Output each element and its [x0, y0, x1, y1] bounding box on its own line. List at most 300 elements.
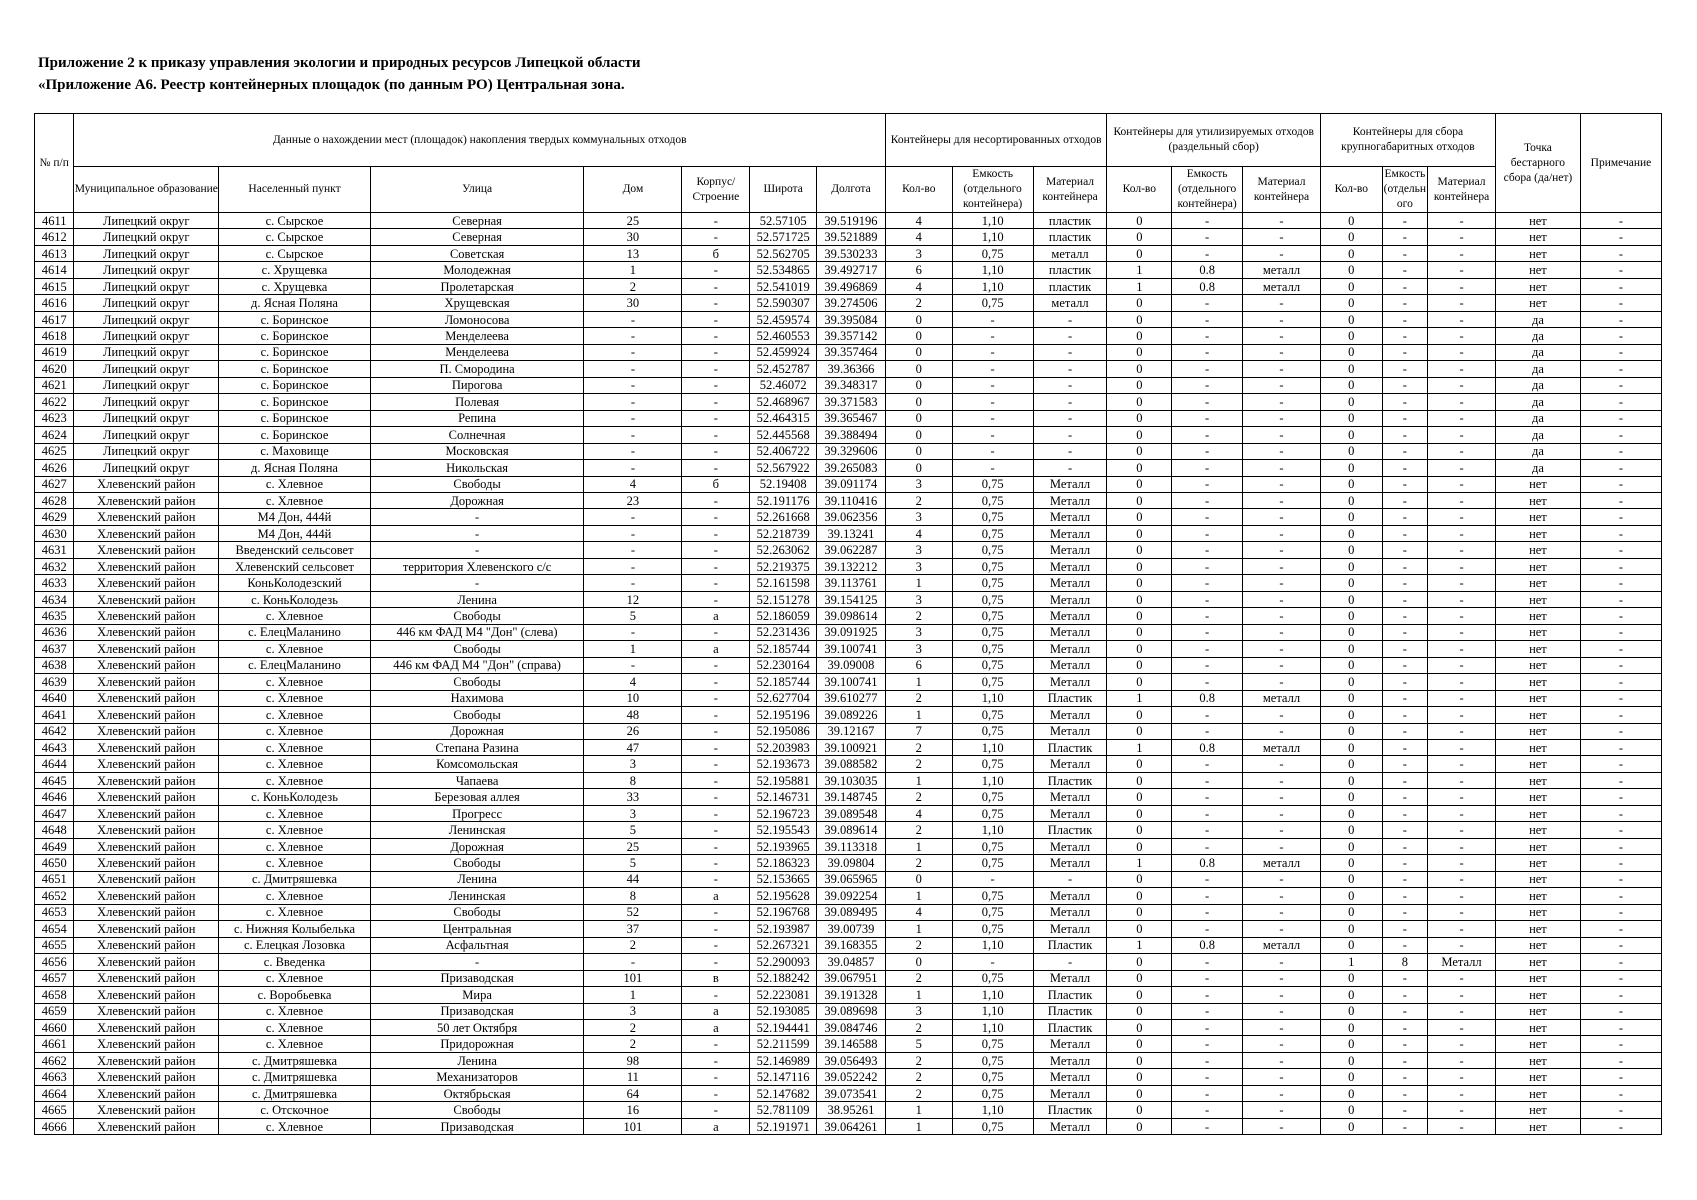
cell-settlement: М4 Дон, 444й [219, 525, 371, 541]
cell-bulky-count: 0 [1320, 229, 1382, 245]
cell-longitude: 39.00739 [817, 921, 886, 937]
cell-separate-capacity: - [1172, 377, 1243, 393]
cell-latitude: 52.195543 [750, 822, 817, 838]
cell-unsorted-capacity: 0,75 [952, 1069, 1033, 1085]
cell-bulky-capacity: - [1382, 772, 1428, 788]
cell-bulky-capacity: - [1382, 641, 1428, 657]
table-row [35, 789, 1662, 805]
cell-municipality: Хлевенский район [74, 674, 219, 690]
cell-separate-count: 0 [1107, 361, 1172, 377]
cell-separate-capacity: - [1172, 558, 1243, 574]
cell-separate-material: металл [1243, 740, 1321, 756]
cell-separate-count: 0 [1107, 789, 1172, 805]
table-row [35, 558, 1662, 574]
cell-bulky-material: - [1428, 740, 1496, 756]
cell-number: 4655 [35, 937, 74, 953]
cell-number: 4622 [35, 394, 74, 410]
cell-unsorted-capacity: 0,75 [952, 1052, 1033, 1068]
cell-settlement: с. Боринское [219, 410, 371, 426]
cell-unsorted-capacity: - [952, 410, 1033, 426]
cell-house: 30 [584, 229, 682, 245]
cell-separate-material: - [1243, 460, 1321, 476]
cell-number: 4652 [35, 888, 74, 904]
cell-bagless: нет [1495, 229, 1580, 245]
cell-number: 4648 [35, 822, 74, 838]
cell-building: - [682, 328, 750, 344]
cell-longitude: 39.365467 [817, 410, 886, 426]
cell-note: - [1580, 295, 1661, 311]
cell-separate-count: 0 [1107, 229, 1172, 245]
cell-separate-material: - [1243, 213, 1321, 229]
table-row [35, 1069, 1662, 1085]
cell-bagless: нет [1495, 987, 1580, 1003]
cell-street: - [370, 954, 583, 970]
cell-bulky-capacity: - [1382, 805, 1428, 821]
cell-bulky-count: 0 [1320, 460, 1382, 476]
cell-separate-material: - [1243, 608, 1321, 624]
cell-bagless: нет [1495, 262, 1580, 278]
cell-unsorted-capacity: 1,10 [952, 1019, 1033, 1035]
col-header-bulky-count: Кол-во [1320, 167, 1382, 213]
cell-settlement: с. Хрущевка [219, 278, 371, 294]
cell-unsorted-material: Металл [1033, 1118, 1107, 1134]
cell-bulky-material: - [1428, 1036, 1496, 1052]
cell-settlement: с. Дмитряшевка [219, 1052, 371, 1068]
cell-separate-count: 0 [1107, 871, 1172, 887]
cell-unsorted-material: Металл [1033, 789, 1107, 805]
cell-separate-count: 0 [1107, 921, 1172, 937]
cell-unsorted-material: Пластик [1033, 987, 1107, 1003]
cell-note: - [1580, 509, 1661, 525]
cell-house: 64 [584, 1085, 682, 1101]
cell-separate-count: 0 [1107, 1036, 1172, 1052]
cell-unsorted-material: пластик [1033, 278, 1107, 294]
cell-bulky-capacity: - [1382, 311, 1428, 327]
cell-number: 4639 [35, 674, 74, 690]
cell-separate-count: 0 [1107, 509, 1172, 525]
table-row [35, 213, 1662, 229]
cell-note: - [1580, 756, 1661, 772]
cell-number: 4664 [35, 1085, 74, 1101]
cell-bulky-count: 0 [1320, 295, 1382, 311]
cell-separate-count: 0 [1107, 641, 1172, 657]
cell-settlement: с. Сырское [219, 245, 371, 261]
cell-building: - [682, 1085, 750, 1101]
cell-bulky-count: 0 [1320, 657, 1382, 673]
cell-separate-capacity: - [1172, 229, 1243, 245]
cell-bulky-capacity: - [1382, 987, 1428, 1003]
cell-number: 4628 [35, 492, 74, 508]
cell-latitude: 52.562705 [750, 245, 817, 261]
cell-bulky-material: - [1428, 921, 1496, 937]
cell-bulky-capacity: - [1382, 558, 1428, 574]
table-row [35, 740, 1662, 756]
cell-number: 4620 [35, 361, 74, 377]
cell-separate-capacity: - [1172, 1036, 1243, 1052]
cell-latitude: 52.193987 [750, 921, 817, 937]
cell-separate-count: 0 [1107, 575, 1172, 591]
cell-longitude: 39.065965 [817, 871, 886, 887]
cell-bulky-material: - [1428, 558, 1496, 574]
cell-settlement: с. Хлевное [219, 492, 371, 508]
cell-bulky-material: - [1428, 460, 1496, 476]
cell-building: - [682, 262, 750, 278]
cell-bulky-count: 0 [1320, 427, 1382, 443]
cell-separate-count: 0 [1107, 608, 1172, 624]
cell-building: - [682, 525, 750, 541]
cell-separate-material: - [1243, 921, 1321, 937]
cell-house: - [584, 542, 682, 558]
cell-separate-capacity: - [1172, 1019, 1243, 1035]
cell-latitude: 52.567922 [750, 460, 817, 476]
cell-latitude: 52.185744 [750, 674, 817, 690]
table-row [35, 904, 1662, 920]
cell-separate-capacity: - [1172, 1069, 1243, 1085]
cell-building: - [682, 707, 750, 723]
cell-bagless: нет [1495, 641, 1580, 657]
cell-separate-material: - [1243, 591, 1321, 607]
cell-number: 4636 [35, 624, 74, 640]
cell-unsorted-capacity: 1,10 [952, 987, 1033, 1003]
cell-bulky-capacity: - [1382, 1102, 1428, 1118]
cell-building: - [682, 575, 750, 591]
cell-note: - [1580, 410, 1661, 426]
col-header-building: Корпус/ Строение [682, 167, 750, 213]
cell-separate-material: - [1243, 394, 1321, 410]
cell-unsorted-capacity: 1,10 [952, 278, 1033, 294]
table-row [35, 1052, 1662, 1068]
cell-longitude: 39.13241 [817, 525, 886, 541]
cell-unsorted-material: Пластик [1033, 1019, 1107, 1035]
cell-municipality: Хлевенский район [74, 591, 219, 607]
cell-municipality: Хлевенский район [74, 1003, 219, 1019]
cell-separate-count: 0 [1107, 492, 1172, 508]
cell-latitude: 52.19408 [750, 476, 817, 492]
cell-building: - [682, 311, 750, 327]
cell-note: - [1580, 591, 1661, 607]
cell-house: - [584, 328, 682, 344]
cell-unsorted-material: Пластик [1033, 690, 1107, 706]
cell-separate-capacity: 0.8 [1172, 740, 1243, 756]
cell-bulky-count: 0 [1320, 328, 1382, 344]
cell-separate-material: - [1243, 328, 1321, 344]
cell-unsorted-capacity: 1,10 [952, 772, 1033, 788]
cell-bulky-material: - [1428, 344, 1496, 360]
cell-unsorted-material: Металл [1033, 657, 1107, 673]
cell-house: 5 [584, 608, 682, 624]
cell-separate-capacity: - [1172, 1052, 1243, 1068]
cell-number: 4634 [35, 591, 74, 607]
cell-bagless: нет [1495, 1003, 1580, 1019]
table-body [35, 213, 1662, 1135]
cell-separate-material: - [1243, 657, 1321, 673]
cell-latitude: 52.147116 [750, 1069, 817, 1085]
cell-separate-material: - [1243, 361, 1321, 377]
col-header-separate-count: Кол-во [1107, 167, 1172, 213]
cell-building: - [682, 427, 750, 443]
cell-bulky-count: 0 [1320, 558, 1382, 574]
table-row [35, 624, 1662, 640]
cell-settlement: Хлевенский сельсовет [219, 558, 371, 574]
cell-bulky-material: - [1428, 229, 1496, 245]
cell-municipality: Хлевенский район [74, 509, 219, 525]
cell-note: - [1580, 1085, 1661, 1101]
cell-building: - [682, 822, 750, 838]
cell-building: - [682, 838, 750, 854]
cell-bulky-count: 0 [1320, 855, 1382, 871]
cell-number: 4654 [35, 921, 74, 937]
cell-house: 5 [584, 855, 682, 871]
cell-latitude: 52.218739 [750, 525, 817, 541]
cell-street: Призаводская [370, 1003, 583, 1019]
cell-separate-material: - [1243, 641, 1321, 657]
cell-bulky-capacity: - [1382, 1003, 1428, 1019]
cell-unsorted-material: Металл [1033, 558, 1107, 574]
cell-longitude: 39.12167 [817, 723, 886, 739]
cell-municipality: Хлевенский район [74, 1052, 219, 1068]
cell-unsorted-material: - [1033, 361, 1107, 377]
cell-unsorted-material: Металл [1033, 674, 1107, 690]
cell-municipality: Хлевенский район [74, 987, 219, 1003]
cell-separate-count: 0 [1107, 954, 1172, 970]
cell-bulky-material: - [1428, 245, 1496, 261]
cell-bulky-count: 0 [1320, 1052, 1382, 1068]
cell-separate-capacity: - [1172, 805, 1243, 821]
cell-unsorted-count: 0 [885, 361, 952, 377]
cell-building: - [682, 954, 750, 970]
cell-latitude: 52.195628 [750, 888, 817, 904]
cell-bulky-capacity: - [1382, 871, 1428, 887]
cell-longitude: 39.092254 [817, 888, 886, 904]
cell-longitude: 39.052242 [817, 1069, 886, 1085]
cell-separate-material: - [1243, 525, 1321, 541]
cell-unsorted-count: 2 [885, 690, 952, 706]
cell-bulky-material: - [1428, 361, 1496, 377]
cell-number: 4635 [35, 608, 74, 624]
cell-unsorted-count: 2 [885, 1019, 952, 1035]
cell-unsorted-count: 2 [885, 822, 952, 838]
cell-unsorted-capacity: 0,75 [952, 707, 1033, 723]
cell-separate-count: 1 [1107, 740, 1172, 756]
cell-settlement: с. КоньКолодезь [219, 789, 371, 805]
cell-separate-capacity: - [1172, 410, 1243, 426]
cell-house: - [584, 558, 682, 574]
cell-bulky-material: - [1428, 410, 1496, 426]
cell-separate-count: 0 [1107, 476, 1172, 492]
cell-latitude: 52.195196 [750, 707, 817, 723]
cell-longitude: 39.496869 [817, 278, 886, 294]
cell-number: 4665 [35, 1102, 74, 1118]
col-header-longitude: Долгота [817, 167, 886, 213]
cell-bulky-material: - [1428, 278, 1496, 294]
cell-house: - [584, 509, 682, 525]
cell-bagless: нет [1495, 213, 1580, 229]
cell-building: - [682, 229, 750, 245]
cell-unsorted-count: 3 [885, 624, 952, 640]
cell-latitude: 52.468967 [750, 394, 817, 410]
cell-latitude: 52.196768 [750, 904, 817, 920]
cell-bagless: нет [1495, 855, 1580, 871]
cell-bagless: да [1495, 394, 1580, 410]
cell-municipality: Хлевенский район [74, 888, 219, 904]
cell-number: 4632 [35, 558, 74, 574]
cell-settlement: Введенский сельсовет [219, 542, 371, 558]
cell-municipality: Липецкий округ [74, 245, 219, 261]
cell-longitude: 39.073541 [817, 1085, 886, 1101]
cell-bulky-count: 0 [1320, 674, 1382, 690]
cell-separate-material: - [1243, 295, 1321, 311]
cell-street: Солнечная [370, 427, 583, 443]
table-row [35, 674, 1662, 690]
cell-street: - [370, 525, 583, 541]
cell-separate-capacity: - [1172, 394, 1243, 410]
cell-settlement: с. Боринское [219, 427, 371, 443]
cell-bulky-count: 0 [1320, 756, 1382, 772]
cell-settlement: КоньКолодезский [219, 575, 371, 591]
cell-number: 4650 [35, 855, 74, 871]
cell-separate-capacity: 0.8 [1172, 278, 1243, 294]
col-header-number: № п/п [35, 114, 74, 213]
cell-bulky-count: 0 [1320, 492, 1382, 508]
cell-bulky-count: 0 [1320, 1069, 1382, 1085]
cell-bulky-material: - [1428, 443, 1496, 459]
cell-unsorted-material: Металл [1033, 641, 1107, 657]
cell-number: 4663 [35, 1069, 74, 1085]
cell-note: - [1580, 954, 1661, 970]
cell-house: 12 [584, 591, 682, 607]
cell-house: 2 [584, 278, 682, 294]
cell-unsorted-capacity: 0,75 [952, 492, 1033, 508]
cell-house: 37 [584, 921, 682, 937]
cell-unsorted-material: - [1033, 427, 1107, 443]
cell-unsorted-capacity: 0,75 [952, 1118, 1033, 1134]
cell-note: - [1580, 278, 1661, 294]
cell-unsorted-count: 4 [885, 229, 952, 245]
cell-house: 8 [584, 772, 682, 788]
table-row [35, 476, 1662, 492]
cell-bulky-capacity: - [1382, 509, 1428, 525]
cell-note: - [1580, 1052, 1661, 1068]
cell-street: Прогресс [370, 805, 583, 821]
cell-unsorted-capacity: 0,75 [952, 525, 1033, 541]
cell-latitude: 52.203983 [750, 740, 817, 756]
cell-municipality: Хлевенский район [74, 608, 219, 624]
cell-bagless: нет [1495, 657, 1580, 673]
cell-note: - [1580, 427, 1661, 443]
cell-bulky-count: 0 [1320, 525, 1382, 541]
cell-latitude: 52.186323 [750, 855, 817, 871]
cell-house: - [584, 394, 682, 410]
cell-unsorted-material: Пластик [1033, 1003, 1107, 1019]
cell-settlement: с. Боринское [219, 344, 371, 360]
cell-settlement: с. ЕлецМаланино [219, 624, 371, 640]
cell-bulky-material: - [1428, 509, 1496, 525]
table-row [35, 855, 1662, 871]
cell-bulky-count: 0 [1320, 690, 1382, 706]
cell-bulky-material: - [1428, 970, 1496, 986]
cell-bagless: нет [1495, 1118, 1580, 1134]
cell-note: - [1580, 229, 1661, 245]
col-header-bulky-capacity: Емкость (отдельн ого [1382, 167, 1428, 213]
cell-number: 4617 [35, 311, 74, 327]
cell-unsorted-material: Пластик [1033, 937, 1107, 953]
cell-note: - [1580, 525, 1661, 541]
cell-separate-count: 0 [1107, 1052, 1172, 1068]
cell-separate-count: 0 [1107, 756, 1172, 772]
table-row [35, 871, 1662, 887]
cell-number: 4653 [35, 904, 74, 920]
cell-note: - [1580, 987, 1661, 1003]
cell-building: а [682, 1118, 750, 1134]
cell-latitude: 52.219375 [750, 558, 817, 574]
cell-bulky-count: 0 [1320, 377, 1382, 393]
cell-longitude: 39.265083 [817, 460, 886, 476]
cell-note: - [1580, 575, 1661, 591]
cell-municipality: Хлевенский район [74, 575, 219, 591]
cell-bulky-capacity: - [1382, 1036, 1428, 1052]
cell-unsorted-material: - [1033, 871, 1107, 887]
cell-municipality: Хлевенский район [74, 838, 219, 854]
cell-separate-count: 0 [1107, 1102, 1172, 1118]
cell-bulky-capacity: - [1382, 1069, 1428, 1085]
cell-bulky-material: - [1428, 1052, 1496, 1068]
cell-latitude: 52.153665 [750, 871, 817, 887]
cell-unsorted-count: 0 [885, 871, 952, 887]
cell-unsorted-count: 0 [885, 344, 952, 360]
col-header-separate-material: Материал контейнера [1243, 167, 1321, 213]
cell-unsorted-count: 3 [885, 558, 952, 574]
table-row [35, 492, 1662, 508]
cell-municipality: Хлевенский район [74, 641, 219, 657]
table-header [35, 114, 1662, 213]
cell-municipality: Липецкий округ [74, 377, 219, 393]
cell-number: 4624 [35, 427, 74, 443]
cell-separate-count: 0 [1107, 394, 1172, 410]
table-row [35, 641, 1662, 657]
cell-separate-capacity: - [1172, 575, 1243, 591]
cell-unsorted-capacity: 0,75 [952, 509, 1033, 525]
cell-bulky-count: 0 [1320, 344, 1382, 360]
table-row [35, 970, 1662, 986]
cell-settlement: с. КоньКолодезь [219, 591, 371, 607]
cell-street: Никольская [370, 460, 583, 476]
cell-bagless: нет [1495, 740, 1580, 756]
cell-street: Свободы [370, 1102, 583, 1118]
cell-latitude: 52.146731 [750, 789, 817, 805]
cell-separate-material: - [1243, 558, 1321, 574]
cell-municipality: Хлевенский район [74, 871, 219, 887]
cell-separate-capacity: - [1172, 838, 1243, 854]
cell-latitude: 52.151278 [750, 591, 817, 607]
cell-bulky-material: - [1428, 756, 1496, 772]
cell-unsorted-capacity: 0,75 [952, 789, 1033, 805]
cell-municipality: Липецкий округ [74, 460, 219, 476]
cell-building: - [682, 410, 750, 426]
cell-separate-material: - [1243, 1052, 1321, 1068]
cell-separate-material: - [1243, 377, 1321, 393]
cell-separate-capacity: - [1172, 245, 1243, 261]
col-header-bagless: Точка бестарного сбора (да/нет) [1495, 114, 1580, 213]
table-row [35, 328, 1662, 344]
cell-unsorted-material: Металл [1033, 509, 1107, 525]
cell-bulky-capacity: - [1382, 410, 1428, 426]
cell-separate-material: - [1243, 1019, 1321, 1035]
cell-unsorted-capacity: - [952, 443, 1033, 459]
cell-unsorted-capacity: 0,75 [952, 558, 1033, 574]
cell-latitude: 52.460553 [750, 328, 817, 344]
cell-house: - [584, 443, 682, 459]
cell-latitude: 52.46072 [750, 377, 817, 393]
